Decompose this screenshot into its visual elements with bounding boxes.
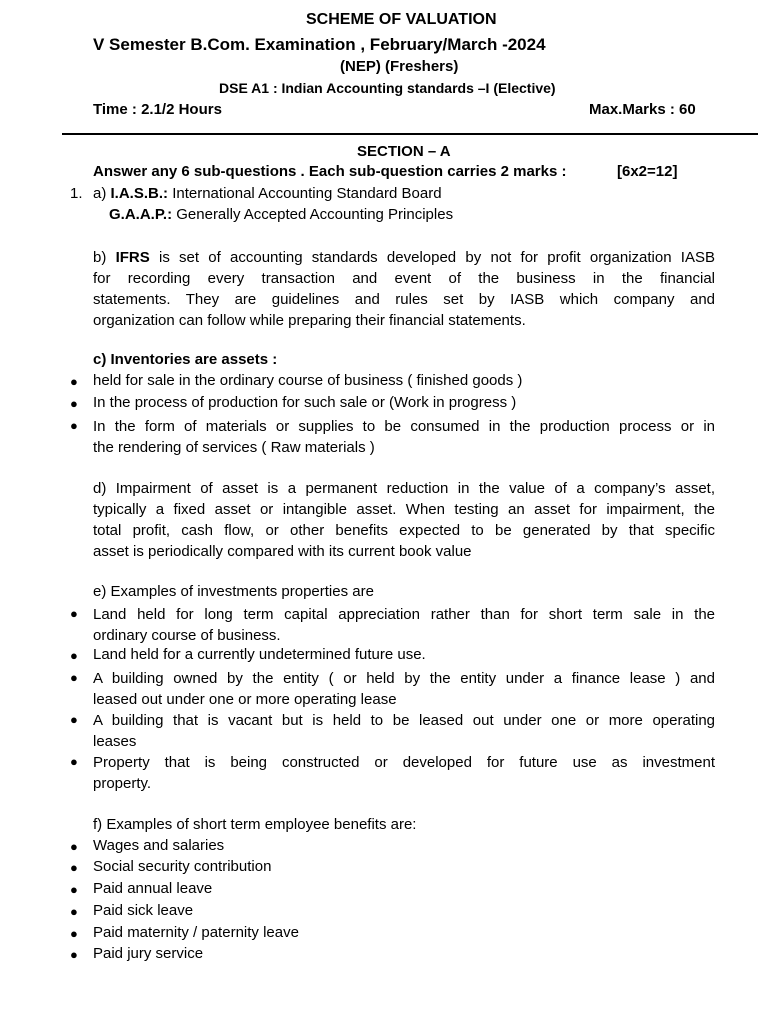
part-d-line: total profit, cash flow, or other benefits expected to be generated by that specific <box>93 522 715 539</box>
part-b-line: for recording every transaction and event of the business in the financial <box>93 270 715 287</box>
iasb-definition: International Accounting Standard Board <box>168 185 442 202</box>
list-item: Paid maternity / paternity leave <box>93 924 299 941</box>
list-item <box>93 668 715 710</box>
bullet-icon: ● <box>70 860 78 875</box>
list-item: Land held for a currently undetermined future use. <box>93 646 426 663</box>
list-item-line: A building that is vacant but is held to be leased out under one or more operating <box>93 712 715 729</box>
list-item-line: ordinary course of business. <box>93 627 281 644</box>
list-item: Social security contribution <box>93 858 272 875</box>
bullet-icon: ● <box>70 712 78 727</box>
part-b-line: statements. They are guidelines and rules set by IASB which company and <box>93 291 715 308</box>
time-label: Time : 2.1/2 Hours <box>93 101 222 118</box>
part-d-line: typically a fixed asset or intangible asset. When testing an asset for impairment, the <box>93 501 715 518</box>
section-marks: [6x2=12] <box>617 163 678 180</box>
bullet-icon: ● <box>70 396 78 411</box>
list-item <box>93 752 715 794</box>
section-title: SECTION – A <box>357 143 451 160</box>
part-b-prefix: b) <box>93 249 116 266</box>
exam-title: V Semester B.Com. Examination , February/March -2024 <box>93 35 546 54</box>
bullet-icon: ● <box>70 670 78 685</box>
bullet-icon: ● <box>70 947 78 962</box>
part-a-prefix: a) <box>93 185 111 202</box>
subject-title: DSE A1 : Indian Accounting standards –I (Elective) <box>219 80 556 96</box>
list-item-line: Property that is being constructed or developed for future use as investment <box>93 754 715 771</box>
list-item-line: A building owned by the entity ( or held by the entity under a finance lease ) and <box>93 670 715 687</box>
section-instruction: Answer any 6 sub-questions . Each sub-question carries 2 marks : <box>93 163 567 180</box>
bullet-icon: ● <box>70 882 78 897</box>
list-item: held for sale in the ordinary course of business ( finished goods ) <box>93 372 523 389</box>
list-item: Paid sick leave <box>93 902 194 919</box>
list-item: Wages and salaries <box>93 837 225 854</box>
list-item <box>93 604 715 646</box>
part-c-heading: c) Inventories are assets : <box>93 351 278 368</box>
part-a-line2 <box>109 206 453 223</box>
list-item-line: Land held for long term capital appreciation rather than for short term sale in the <box>93 606 715 623</box>
question-number: 1. <box>70 185 83 202</box>
bullet-icon: ● <box>70 904 78 919</box>
list-item-line: leased out under one or more operating lease <box>93 691 397 708</box>
part-b-line: organization can follow while preparing their financial statements. <box>93 312 526 329</box>
bullet-icon: ● <box>70 606 78 621</box>
part-d-line: asset is periodically compared with its current book value <box>93 543 472 560</box>
list-item-line: In the form of materials or supplies to be consumed in the production process or in <box>93 418 715 435</box>
bullet-icon: ● <box>70 839 78 854</box>
bullet-icon: ● <box>70 648 78 663</box>
list-item <box>93 416 715 458</box>
part-b-line: is set of accounting standards developed by not for profit organization IASB <box>149 249 715 266</box>
bullet-icon: ● <box>70 926 78 941</box>
gaap-term: G.A.A.P.: <box>109 206 173 223</box>
part-f-heading: f) Examples of short term employee benefits are: <box>93 816 417 833</box>
header-rule <box>62 133 758 135</box>
iasb-term: I.A.S.B.: <box>110 185 169 202</box>
gaap-definition: Generally Accepted Accounting Principles <box>172 206 454 223</box>
part-d-paragraph <box>93 478 715 562</box>
max-marks-label: Max.Marks : 60 <box>589 101 696 118</box>
part-b-paragraph <box>93 247 715 331</box>
bullet-icon: ● <box>70 374 78 389</box>
bullet-icon: ● <box>70 418 78 433</box>
list-item-line: property. <box>93 775 152 792</box>
list-item <box>93 710 715 752</box>
part-e-heading: e) Examples of investments properties are <box>93 583 374 600</box>
document-title: SCHEME OF VALUATION <box>306 11 497 28</box>
list-item: In the process of production for such sale or (Work in progress ) <box>93 394 517 411</box>
list-item-line: leases <box>93 733 137 750</box>
nep-label: (NEP) (Freshers) <box>340 58 459 75</box>
part-d-line: d) Impairment of asset is a permanent reduction in the value of a company’s asset, <box>93 480 715 497</box>
list-item-line: the rendering of services ( Raw materials ) <box>93 439 375 456</box>
ifrs-term: IFRS <box>115 249 150 266</box>
list-item: Paid annual leave <box>93 880 213 897</box>
bullet-icon: ● <box>70 754 78 769</box>
part-a-line1 <box>93 185 442 202</box>
list-item: Paid jury service <box>93 945 204 962</box>
